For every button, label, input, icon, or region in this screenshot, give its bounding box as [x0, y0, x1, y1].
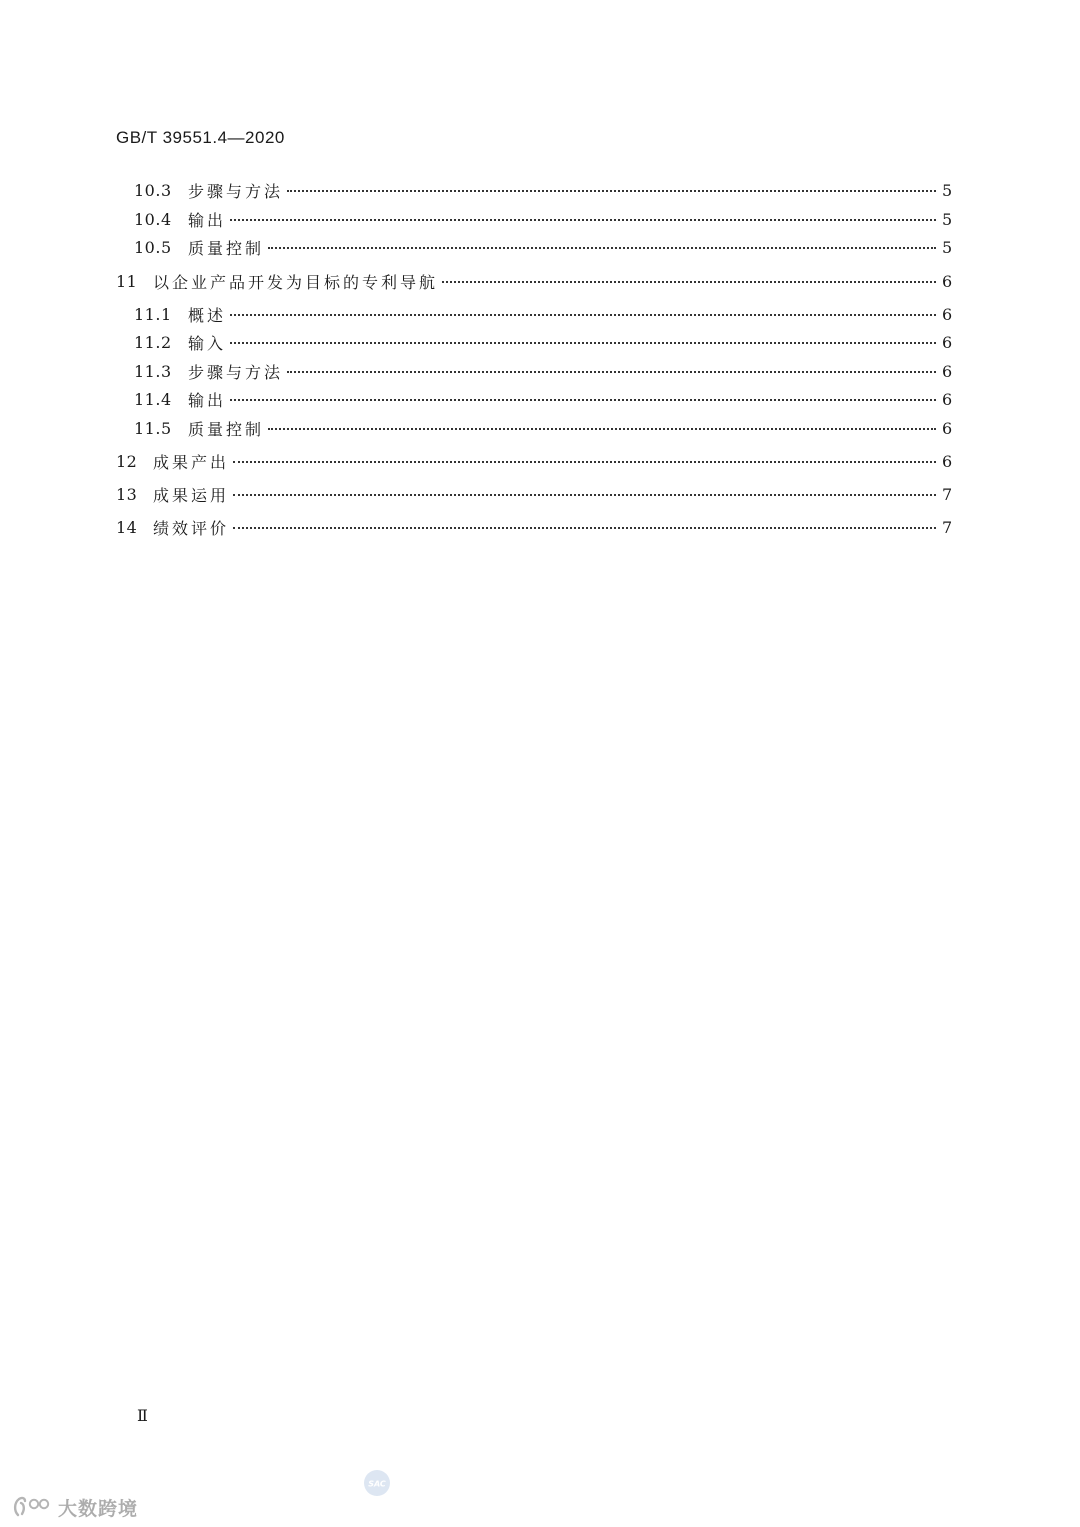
watermark-logo-icon	[12, 1493, 52, 1521]
toc-leader-dots	[287, 365, 936, 373]
toc-entry-number: 11.2	[134, 332, 172, 352]
toc-entry-title: 输出	[188, 390, 227, 410]
toc-leader-dots	[230, 393, 936, 401]
toc-leader-dots	[442, 275, 936, 283]
sac-stamp-icon	[362, 1468, 392, 1498]
toc-entry-title: 概述	[188, 305, 227, 325]
toc-entry-title: 绩效评价	[153, 518, 230, 538]
toc-entry-number: 10.4	[134, 209, 172, 229]
toc-entry-page: 5	[942, 209, 953, 229]
toc-entry[interactable]	[134, 359, 952, 383]
toc-entry-page: 7	[942, 517, 953, 537]
toc-leader-dots	[268, 241, 936, 249]
toc-entry[interactable]	[134, 387, 952, 411]
toc-entry[interactable]	[134, 178, 952, 202]
toc-entry-number: 11.4	[134, 389, 172, 409]
toc-entry[interactable]	[134, 302, 952, 326]
toc-entry-number: 10.5	[134, 237, 172, 257]
watermark	[12, 1492, 138, 1522]
toc-entry-number: 13	[116, 484, 138, 504]
toc-entry-page: 6	[942, 361, 953, 381]
toc-leader-dots	[233, 521, 936, 529]
toc-entry[interactable]	[134, 330, 952, 354]
toc-entry[interactable]	[116, 449, 952, 473]
toc-entry[interactable]	[116, 269, 952, 293]
toc-leader-dots	[233, 488, 936, 496]
toc-leader-dots	[287, 184, 936, 192]
toc-entry-page: 6	[942, 304, 953, 324]
toc-entry-number: 14	[116, 517, 138, 537]
toc-entry-page: 7	[942, 484, 953, 504]
toc-entry[interactable]	[134, 235, 952, 259]
toc-leader-dots	[230, 336, 936, 344]
toc-entry-title: 质量控制	[188, 238, 265, 258]
toc-entry-page: 6	[942, 332, 953, 352]
toc-entry-page: 6	[942, 271, 953, 291]
toc-entry-title: 成果运用	[153, 485, 230, 505]
toc-entry-page: 5	[942, 237, 953, 257]
toc-entry[interactable]	[134, 207, 952, 231]
toc-entry-number: 11.3	[134, 361, 172, 381]
toc-entry-number: 11	[116, 271, 138, 291]
sac-stamp-text: SAC	[368, 1479, 386, 1489]
toc-entry-page: 6	[942, 451, 953, 471]
toc-entry[interactable]	[134, 416, 952, 440]
toc-leader-dots	[268, 422, 936, 430]
toc-entry-title: 步骤与方法	[188, 181, 284, 201]
toc-entry-title: 质量控制	[188, 419, 265, 439]
toc-leader-dots	[233, 455, 936, 463]
toc-entry-title: 步骤与方法	[188, 362, 284, 382]
toc-entry-number: 12	[116, 451, 138, 471]
toc-entry-title: 输入	[188, 333, 227, 353]
watermark-text: 大数跨境	[58, 1497, 139, 1520]
toc-entry[interactable]	[116, 482, 952, 506]
document-code: GB/T 39551.4—2020	[116, 128, 285, 147]
toc-entry-page: 6	[942, 418, 953, 438]
toc-entry-title: 以企业产品开发为目标的专利导航	[153, 272, 439, 292]
toc-entry[interactable]	[116, 515, 952, 539]
toc-leader-dots	[230, 308, 936, 316]
toc-entry-page: 5	[942, 180, 953, 200]
toc-leader-dots	[230, 213, 936, 221]
toc-entry-title: 成果产出	[153, 452, 230, 472]
toc-entry-number: 10.3	[134, 180, 172, 200]
toc-entry-page: 6	[942, 389, 953, 409]
toc-entry-number: 11.1	[134, 304, 172, 324]
page-number: Ⅱ	[137, 1406, 148, 1425]
toc-entry-number: 11.5	[134, 418, 172, 438]
toc-entry-title: 输出	[188, 210, 227, 230]
